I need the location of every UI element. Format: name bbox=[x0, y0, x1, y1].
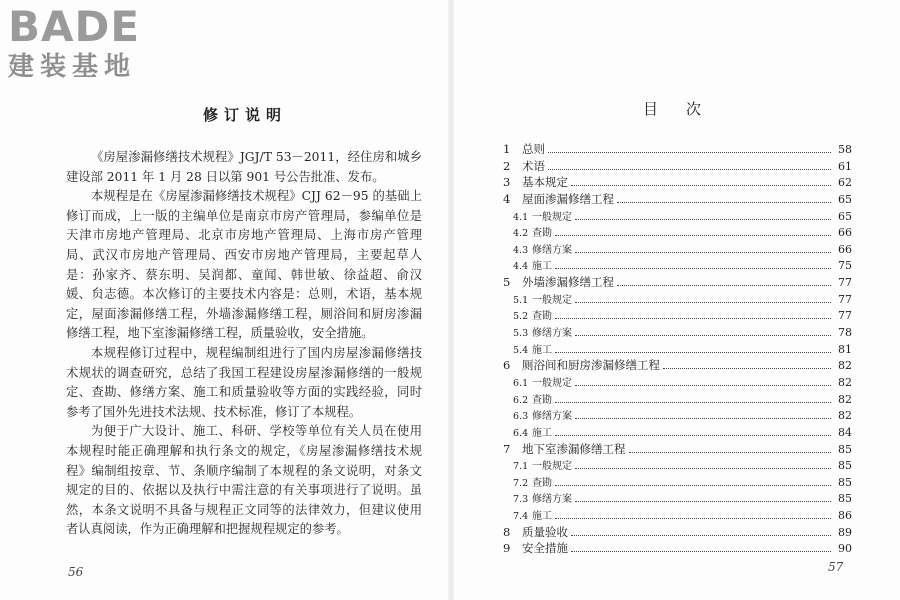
toc-leader-dots bbox=[571, 535, 831, 536]
toc-entry[interactable] bbox=[500, 341, 852, 358]
page-title-contents: 目次 bbox=[643, 100, 730, 118]
toc-entry-page: 82 bbox=[838, 392, 852, 406]
toc-entry-page: 78 bbox=[838, 326, 852, 340]
toc-entry[interactable] bbox=[500, 174, 852, 191]
toc-leader-dots bbox=[575, 418, 831, 419]
toc-entry-number: 4.4 bbox=[513, 261, 529, 273]
toc-entry-page: 75 bbox=[838, 259, 852, 273]
toc-entry-number: 7.3 bbox=[513, 494, 529, 506]
table-of-contents bbox=[500, 141, 852, 557]
toc-leader-dots bbox=[555, 402, 831, 403]
toc-entry-label: 一般规定 bbox=[532, 294, 572, 306]
toc-entry-page: 77 bbox=[838, 276, 852, 290]
toc-entry-number: 4.2 bbox=[513, 228, 529, 240]
toc-entry[interactable] bbox=[500, 441, 852, 458]
toc-entry[interactable] bbox=[500, 324, 852, 341]
toc-entry[interactable] bbox=[500, 141, 852, 158]
toc-entry-page: 82 bbox=[838, 409, 852, 423]
toc-entry-number: 4.3 bbox=[513, 244, 529, 256]
toc-entry-label: 安全措施 bbox=[522, 541, 568, 556]
toc-entry-label: 一般规定 bbox=[532, 377, 572, 389]
toc-entry-page: 86 bbox=[838, 509, 852, 523]
toc-entry-page: 61 bbox=[838, 159, 852, 173]
toc-entry-number: 6.4 bbox=[513, 427, 529, 439]
toc-entry-label: 施工 bbox=[532, 261, 552, 273]
toc-entry-page: 85 bbox=[838, 459, 852, 473]
toc-entry-label: 施工 bbox=[532, 427, 552, 439]
toc-entry-label: 修缮方案 bbox=[532, 244, 572, 256]
toc-entry-label: 查勘 bbox=[532, 311, 552, 323]
toc-leader-dots bbox=[617, 285, 831, 286]
toc-entry-label: 修缮方案 bbox=[532, 494, 572, 506]
toc-entry[interactable] bbox=[500, 274, 852, 291]
toc-entry-label: 厕浴间和厨房渗漏修缮工程 bbox=[522, 358, 660, 373]
revision-notes-body bbox=[66, 148, 422, 540]
toc-entry[interactable] bbox=[500, 524, 852, 541]
toc-entry-label: 术语 bbox=[522, 158, 545, 173]
toc-entry-number: 8 bbox=[503, 524, 511, 539]
toc-entry-page: 89 bbox=[838, 525, 852, 539]
toc-entry-label: 查勘 bbox=[532, 228, 552, 240]
toc-leader-dots bbox=[555, 435, 831, 436]
toc-entry[interactable] bbox=[500, 257, 852, 274]
toc-leader-dots bbox=[629, 452, 832, 453]
logo-mark: BADE bbox=[8, 2, 141, 51]
toc-leader-dots bbox=[555, 235, 831, 236]
toc-leader-dots bbox=[575, 252, 831, 253]
toc-entry[interactable] bbox=[500, 208, 852, 225]
toc-entry-number: 6 bbox=[503, 358, 511, 373]
toc-leader-dots bbox=[617, 202, 831, 203]
toc-entry-number: 4.1 bbox=[513, 211, 529, 223]
toc-entry-page: 90 bbox=[838, 542, 852, 556]
toc-entry-label: 总则 bbox=[522, 142, 545, 156]
toc-leader-dots bbox=[555, 352, 831, 353]
toc-entry[interactable] bbox=[500, 490, 852, 507]
toc-entry[interactable] bbox=[500, 507, 852, 524]
toc-entry-label: 修缮方案 bbox=[532, 328, 572, 340]
toc-entry[interactable] bbox=[500, 241, 852, 258]
toc-entry-label: 修缮方案 bbox=[532, 411, 572, 423]
toc-leader-dots bbox=[555, 518, 831, 519]
toc-entry-label: 施工 bbox=[532, 511, 552, 523]
toc-entry[interactable] bbox=[500, 291, 852, 308]
toc-entry-label: 查勘 bbox=[532, 394, 552, 406]
toc-entry[interactable] bbox=[500, 391, 852, 408]
toc-entry-page: 77 bbox=[838, 292, 852, 306]
toc-entry[interactable] bbox=[500, 191, 852, 208]
toc-entry-number: 5 bbox=[503, 275, 511, 290]
toc-entry-page: 65 bbox=[838, 192, 852, 206]
toc-leader-dots bbox=[555, 318, 831, 319]
toc-entry-label: 施工 bbox=[532, 344, 552, 356]
toc-entry-label: 屋面渗漏修缮工程 bbox=[522, 191, 614, 206]
toc-entry-page: 65 bbox=[838, 209, 852, 223]
toc-entry-page: 84 bbox=[838, 425, 852, 439]
page-number-left: 56 bbox=[68, 565, 84, 579]
toc-entry-number: 6.1 bbox=[513, 377, 529, 389]
toc-leader-dots bbox=[575, 501, 831, 502]
toc-entry[interactable] bbox=[500, 424, 852, 441]
toc-entry[interactable] bbox=[500, 407, 852, 424]
logo-chinese-text: 建装基地 bbox=[8, 52, 137, 82]
toc-leader-dots bbox=[575, 219, 831, 220]
toc-entry-number: 7.1 bbox=[513, 461, 529, 473]
page-number-right: 57 bbox=[828, 560, 844, 574]
toc-entry-number: 9 bbox=[503, 541, 511, 556]
toc-entry-number: 6.2 bbox=[513, 394, 529, 406]
toc-leader-dots bbox=[548, 169, 831, 170]
toc-entry-number: 5.2 bbox=[513, 311, 529, 323]
toc-leader-dots bbox=[571, 185, 831, 186]
toc-entry-label: 一般规定 bbox=[532, 461, 572, 473]
toc-leader-dots bbox=[575, 335, 831, 336]
paragraph: 《房屋渗漏修缮技术规程》JGJ/T 53－2011，经住房和城乡建设部 2011 年 1 月 28 日以第 901 号公告批准、发布。 bbox=[66, 150, 422, 184]
paragraph: 为便于广大设计、施工、科研、学校等单位有关人员在使用本规程时能正确理解和执行条文的规定，《房屋渗漏修缮技术规程》编制组按章、节、条顺序编制了本规程的条文说明，对条文规定的目的、依据以及执行中需注意的有关事项进行了说明。虽然，本条文说明不具备与规程正文同等的法律效力，但建议使用者认真阅读，作为正确理解和把握规程规定的参考。 bbox=[66, 424, 422, 537]
toc-leader-dots bbox=[663, 368, 831, 369]
toc-leader-dots bbox=[548, 152, 831, 153]
toc-entry-number: 5.3 bbox=[513, 328, 529, 340]
toc-entry[interactable] bbox=[500, 540, 852, 557]
bade-logo bbox=[8, 2, 178, 82]
toc-entry[interactable] bbox=[500, 307, 852, 324]
toc-leader-dots bbox=[575, 302, 831, 303]
toc-entry-page: 85 bbox=[838, 442, 852, 456]
toc-entry[interactable] bbox=[500, 457, 852, 474]
toc-entry-label: 查勘 bbox=[532, 477, 552, 489]
toc-entry-page: 77 bbox=[838, 309, 852, 323]
book-gutter bbox=[448, 0, 454, 600]
toc-leader-dots bbox=[575, 468, 831, 469]
toc-entry-number: 3 bbox=[503, 175, 511, 190]
toc-entry[interactable] bbox=[500, 224, 852, 241]
page-title-revision-notes: 修订说明 bbox=[202, 106, 287, 124]
toc-leader-dots bbox=[571, 551, 831, 552]
toc-entry-number: 6.3 bbox=[513, 411, 529, 423]
toc-entry[interactable] bbox=[500, 374, 852, 391]
toc-entry-page: 66 bbox=[838, 242, 852, 256]
toc-entry-number: 5.1 bbox=[513, 294, 529, 306]
toc-entry-number: 4 bbox=[503, 191, 511, 206]
toc-entry-label: 地下室渗漏修缮工程 bbox=[522, 441, 626, 456]
paragraph: 本规程是在《房屋渗漏修缮技术规程》CJJ 62－95 的基础上修订而成，上一版的主编单位是南京市房产管理局，参编单位是天津市房地产管理局、北京市房地产管理局、上海市房产管理局、武汉市房地产管理局、西安市房地产管理局，主要起草人是：孙家齐、蔡东明、吴润都、童闻、韩世敏、徐益超、俞汉媛、贠志德。本次修订的主要技术内容是：总则，术语，基本规定，屋面渗漏修缮工程，外墙渗漏修缮工程，厕浴间和厨房渗漏修缮工程，地下室渗漏修缮工程，质量验收，安全措施。 bbox=[66, 189, 422, 341]
toc-entry-number: 7.2 bbox=[513, 477, 529, 489]
toc-entry-page: 62 bbox=[838, 176, 852, 190]
toc-entry-page: 82 bbox=[838, 375, 852, 389]
toc-entry[interactable] bbox=[500, 357, 852, 374]
toc-entry-label: 质量验收 bbox=[522, 524, 568, 539]
toc-entry[interactable] bbox=[500, 474, 852, 491]
toc-entry-label: 基本规定 bbox=[522, 175, 568, 190]
toc-entry-page: 58 bbox=[838, 143, 852, 156]
toc-entry-label: 外墙渗漏修缮工程 bbox=[522, 275, 614, 290]
toc-entry[interactable] bbox=[500, 158, 852, 175]
toc-entry-page: 82 bbox=[838, 359, 852, 373]
paragraph: 本规程修订过程中，规程编制组进行了国内房屋渗漏修缮技术规状的调查研究，总结了我国工程建设房屋渗漏修缮的一般规定、查勘、修缮方案、施工和质量验收等方面的实践经验，同时参考了国外先进技术法规、技术标准，修订了本规程。 bbox=[66, 345, 422, 419]
toc-entry-number: 7.4 bbox=[513, 511, 529, 523]
toc-entry-page: 66 bbox=[838, 226, 852, 240]
toc-entry-label: 一般规定 bbox=[532, 211, 572, 223]
toc-entry-page: 85 bbox=[838, 492, 852, 506]
toc-leader-dots bbox=[555, 268, 831, 269]
toc-entry-number: 5.4 bbox=[513, 344, 529, 356]
toc-entry-number: 1 bbox=[503, 142, 511, 156]
toc-entry-number: 2 bbox=[503, 158, 511, 173]
toc-leader-dots bbox=[575, 385, 831, 386]
toc-leader-dots bbox=[555, 485, 831, 486]
toc-entry-page: 85 bbox=[838, 475, 852, 489]
toc-entry-page: 81 bbox=[838, 342, 852, 356]
toc-entry-number: 7 bbox=[503, 441, 511, 456]
